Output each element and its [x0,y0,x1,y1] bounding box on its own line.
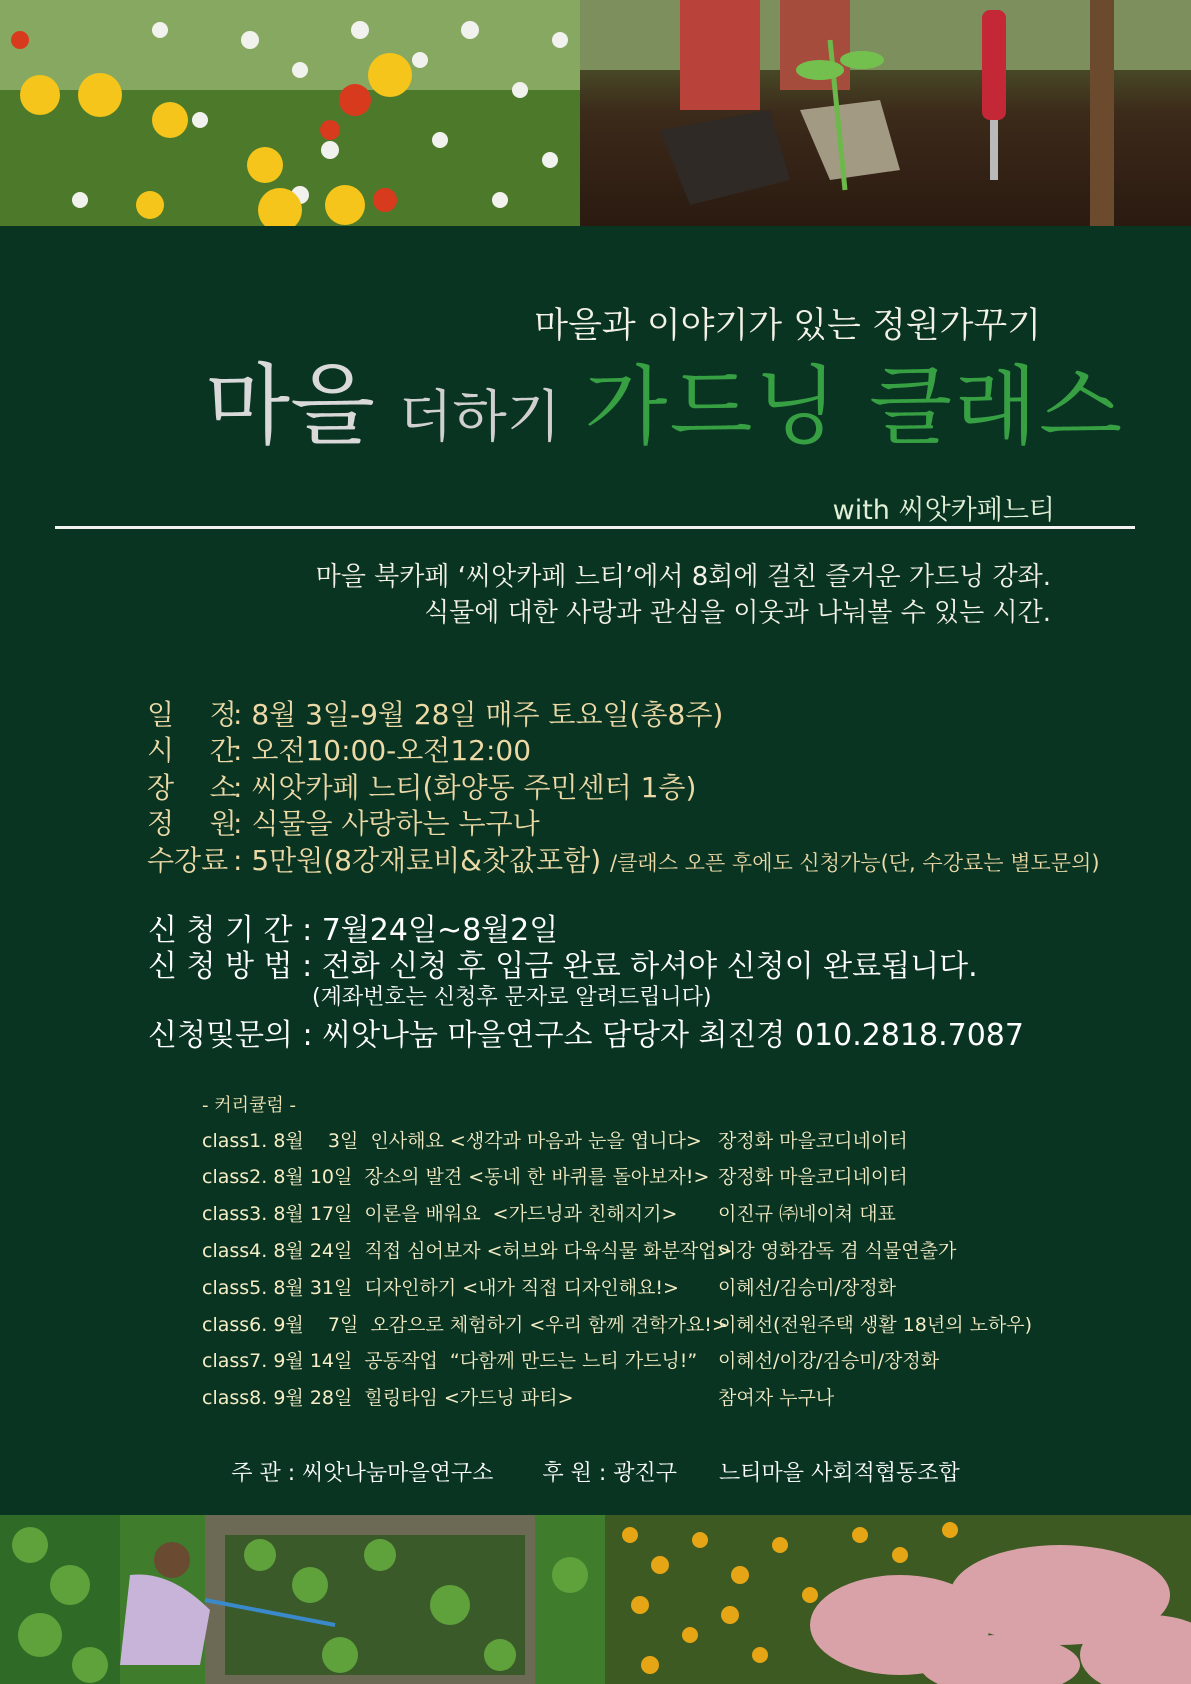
apply-method-label: 신 청 방 법 [148,949,293,984]
info-row-schedule: 일 정: 8월 3일-9월 28일 매주 토요일(총8주) [147,693,723,733]
info-value: 5만원(8강재료비&찻값포함) [251,844,602,877]
bottom-garden-photo [0,1515,1191,1684]
class-instructor: 참여자 누구나 [718,1387,835,1409]
apply-period: 신 청 기 간 : 7월24일~8월2일 [148,913,559,948]
subtitle: 마을과 이야기가 있는 정원가꾸기 [534,306,1041,346]
curriculum-row [202,1199,896,1226]
apply-period-value: 7월24일~8월2일 [321,913,559,948]
apply-contact: 신청및문의 : 씨앗나눔 마을연구소 담당자 최진경 010.2818.7087 [148,1018,1024,1053]
info-key: 수강료 [147,844,229,877]
class-text: class5. 8월 31일 디자인하기 <내가 직접 디자인해요!> [202,1277,679,1299]
apply-method: 신 청 방 법 : 전화 신청 후 입금 완료 하셔야 신청이 완료됩니다. [148,949,978,984]
class-instructor: 장정화 마을코디네이터 [718,1166,908,1188]
curriculum-row [202,1236,957,1263]
info-row-time: 시 간: 오전10:00-오전12:00 [147,729,531,769]
apply-method-note: (계좌번호는 신청후 문자로 알려드립니다) [312,985,712,1010]
intro-line: 식물에 대한 사랑과 관심을 이웃과 나눠볼 수 있는 시간. [424,598,1051,628]
curriculum-heading: - 커리큘럼 - [202,1095,296,1116]
class-text: class2. 8월 10일 장소의 발견 <동네 한 바퀴를 돌아보자!> [202,1166,710,1188]
class-text: class3. 8월 17일 이론을 배워요 <가드닝과 친해지기> [202,1203,678,1225]
curriculum-row [202,1126,908,1153]
info-key: 장 소 [147,771,237,804]
title-part-village: 마을 [205,354,376,457]
info-value: 식물을 사랑하는 누구나 [251,807,540,840]
top-garden-photo [0,0,1191,226]
divider [55,526,1135,529]
intro-line: 마을 북카페 ‘씨앗카페 느티’에서 8회에 걸친 즐거운 가드닝 강좌. [315,562,1051,592]
info-row-place: 장 소: 씨앗카페 느티(화양동 주민센터 1층) [147,766,696,806]
class-instructor: 이강 영화감독 겸 식물연출가 [718,1240,957,1262]
apply-contact-value: 씨앗나눔 마을연구소 담당자 최진경 010.2818.7087 [322,1018,1024,1053]
apply-method-value: 전화 신청 후 입금 완료 하셔야 신청이 완료됩니다. [321,949,978,984]
class-text: class6. 9월 7일 오감으로 체험하기 <우리 함께 견학가요!> [202,1314,728,1336]
apply-period-label: 신 청 기 간 [148,913,293,948]
info-row-capacity: 정 원: 식물을 사랑하는 누구나 [147,802,540,842]
info-key: 정 원 [147,807,237,840]
info-key: 일 정 [147,698,237,731]
page-title [205,354,1125,457]
curriculum-row [202,1383,835,1410]
class-text: class4. 8월 24일 직접 심어보자 <허브와 다육식물 화분작업> [202,1240,733,1262]
info-value: 오전10:00-오전12:00 [251,734,532,767]
info-key: 시 간 [147,734,237,767]
curriculum-row [202,1346,940,1373]
class-text: class1. 8월 3일 인사해요 <생각과 마음과 눈을 엽니다> [202,1130,702,1152]
apply-contact-label: 신청및문의 [148,1018,293,1053]
info-value: 8월 3일-9월 28일 매주 토요일(총8주) [251,698,724,731]
class-text: class8. 9월 28일 힐링타임 <가드닝 파티> [202,1387,574,1409]
curriculum-row [202,1273,896,1300]
with-cafe-label: with 씨앗카페느티 [832,495,1055,526]
class-instructor: 장정화 마을코디네이터 [718,1130,908,1152]
title-part-plus: 더하기 [398,385,561,450]
class-text: class7. 9월 14일 공동작업 “다함께 만드는 느티 가드닝!” [202,1350,698,1372]
curriculum-row [202,1162,908,1189]
organizers-footer: 주 관 : 씨앗나눔마을연구소 후 원 : 광진구 느티마을 사회적협동조합 [231,1461,960,1486]
curriculum-row [202,1310,1033,1337]
info-row-fee: 수강료 : 5만원(8강재료비&찻값포함) /클래스 오픈 후에도 신청가능(단, 수강료는 별도문의) [147,839,1100,879]
class-instructor: 이혜선/이강/김승미/장정화 [718,1350,940,1372]
info-note: /클래스 오픈 후에도 신청가능(단, 수강료는 별도문의) [610,851,1100,875]
info-value: 씨앗카페 느티(화양동 주민센터 1층) [251,771,697,804]
class-instructor: 이진규 ㈜네이쳐 대표 [718,1203,896,1225]
title-part-gardening-class: 가드닝 클래스 [584,357,1125,457]
class-instructor: 이혜선/김승미/장정화 [718,1277,896,1299]
class-instructor: 이혜선(전원주택 생활 18년의 노하우) [718,1314,1033,1336]
